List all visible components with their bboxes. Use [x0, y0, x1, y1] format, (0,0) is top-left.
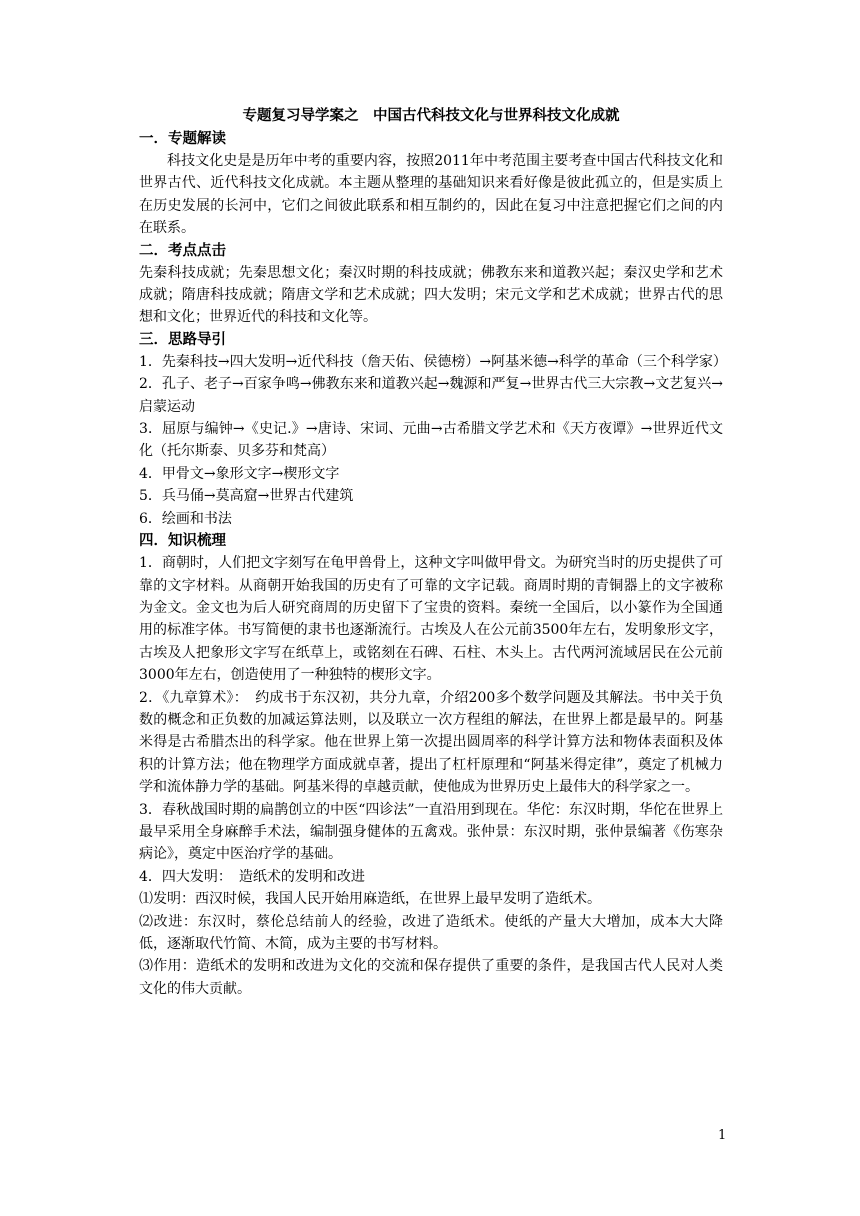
knowledge-item: 2．《九章算术》： 约成书于东汉初，共分九章，介绍200多个数学问题及其解法。书中关于负数的概念和正负数的加减运算法则，以及联立一次方程组的解法，在世界上都是最早的。阿基米得是古希腊杰出的科学家。他在世界上第一次提出圆周率的科学计算方法和物体表面积及体积的计算方法；他在物理学方面成就卓著，提出了杠杆原理和“阿基米得定律”，奠定了机械力学和流体静力学的基础。阿基米得的卓越贡献，使他成为世界历史上最伟大的科学家之一。 [139, 689, 723, 796]
section-heading-2: 二．考点点击 [139, 242, 226, 259]
knowledge-item: ⑴发明：西汉时候，我国人民开始用麻造纸，在世界上最早发明了造纸术。 [139, 891, 601, 908]
guide-item: 3．屈原与编钟→《史记.》→唐诗、宋词、元曲→古希腊文学艺术和《天方夜谭》→世界近代文化（托尔斯泰、贝多芬和梵高） [139, 421, 723, 460]
section-heading-3: 三．思路导引 [139, 331, 226, 348]
section-2-paragraph: 先秦科技成就；先秦思想文化；秦汉时期的科技成就；佛教东来和道教兴起；秦汉史学和艺术成就；隋唐科技成就；隋唐文学和艺术成就；四大发明；宋元文学和艺术成就；世界古代的思想和文化；世界近代的科技和文化等。 [139, 264, 723, 326]
document-page [139, 104, 727, 1000]
section-1-paragraph: 科技文化史是是历年中考的重要内容，按照2011年中考范围主要考查中国古代科技文化和世界古代、近代科技文化成就。本主题从整理的基础知识来看好像是彼此孤立的，但是实质上在历史发展的长河中，它们之间彼此联系和相互制约的，因此在复习中注意把握它们之间的内在联系。 [139, 153, 723, 237]
knowledge-item: ⑶作用：造纸术的发明和改进为文化的交流和保存提供了重要的条件，是我国古代人民对人类文化的伟大贡献。 [139, 958, 723, 997]
document-title: 专题复习导学案之 中国古代科技文化与世界科技文化成就 [242, 108, 620, 124]
section-heading-4: 四．知识梳理 [139, 533, 226, 550]
page-number: 1 [718, 1128, 727, 1143]
guide-item: 6．绘画和书法 [139, 510, 232, 527]
guide-item: 4．甲骨文→象形文字→楔形文字 [139, 465, 340, 482]
guide-item: 1．先秦科技→四大发明→近代科技（詹天佑、侯德榜）→阿基米德→科学的革命（三个科学家） [139, 353, 727, 370]
knowledge-item: ⑵改进：东汉时，蔡伦总结前人的经验，改进了造纸术。使纸的产量大大增加，成本大大降低，逐渐取代竹简、木简，成为主要的书写材料。 [139, 913, 723, 952]
guide-item: 2．孔子、老子→百家争鸣→佛教东来和道教兴起→魏源和严复→世界古代三大宗教→文艺复兴→启蒙运动 [139, 376, 723, 415]
guide-item: 5．兵马俑→莫高窟→世界古代建筑 [139, 488, 354, 505]
section-heading-1: 一．专题解读 [139, 131, 226, 147]
knowledge-item: 3．春秋战国时期的扁鹊创立的中医“四诊法”一直沿用到现在。华佗：东汉时期，华佗在世界上最早采用全身麻醉手术法，编制强身健体的五禽戏。张仲景：东汉时期，张仲景编著《伤寒杂病论》，奠定中医治疗学的基础。 [139, 801, 723, 863]
knowledge-item: 1．商朝时，人们把文字刻写在龟甲兽骨上，这种文字叫做甲骨文。为研究当时的历史提供了可靠的文字材料。从商朝开始我国的历史有了可靠的文字记载。商周时期的青铜器上的文字被称为金文。金文也为后人研究商周的历史留下了宝贵的资料。秦统一全国后，以小篆作为全国通用的标准字体。书写简便的隶书也逐渐流行。古埃及人在公元前3500年左右，发明象形文字，古埃及人把象形文字写在纸草上，或铭刻在石碑、石柱、木头上。古代两河流域居民在公元前3000年左右，创造使用了一种独特的楔形文字。 [139, 555, 723, 684]
knowledge-item: 4．四大发明： 造纸术的发明和改进 [139, 868, 365, 885]
